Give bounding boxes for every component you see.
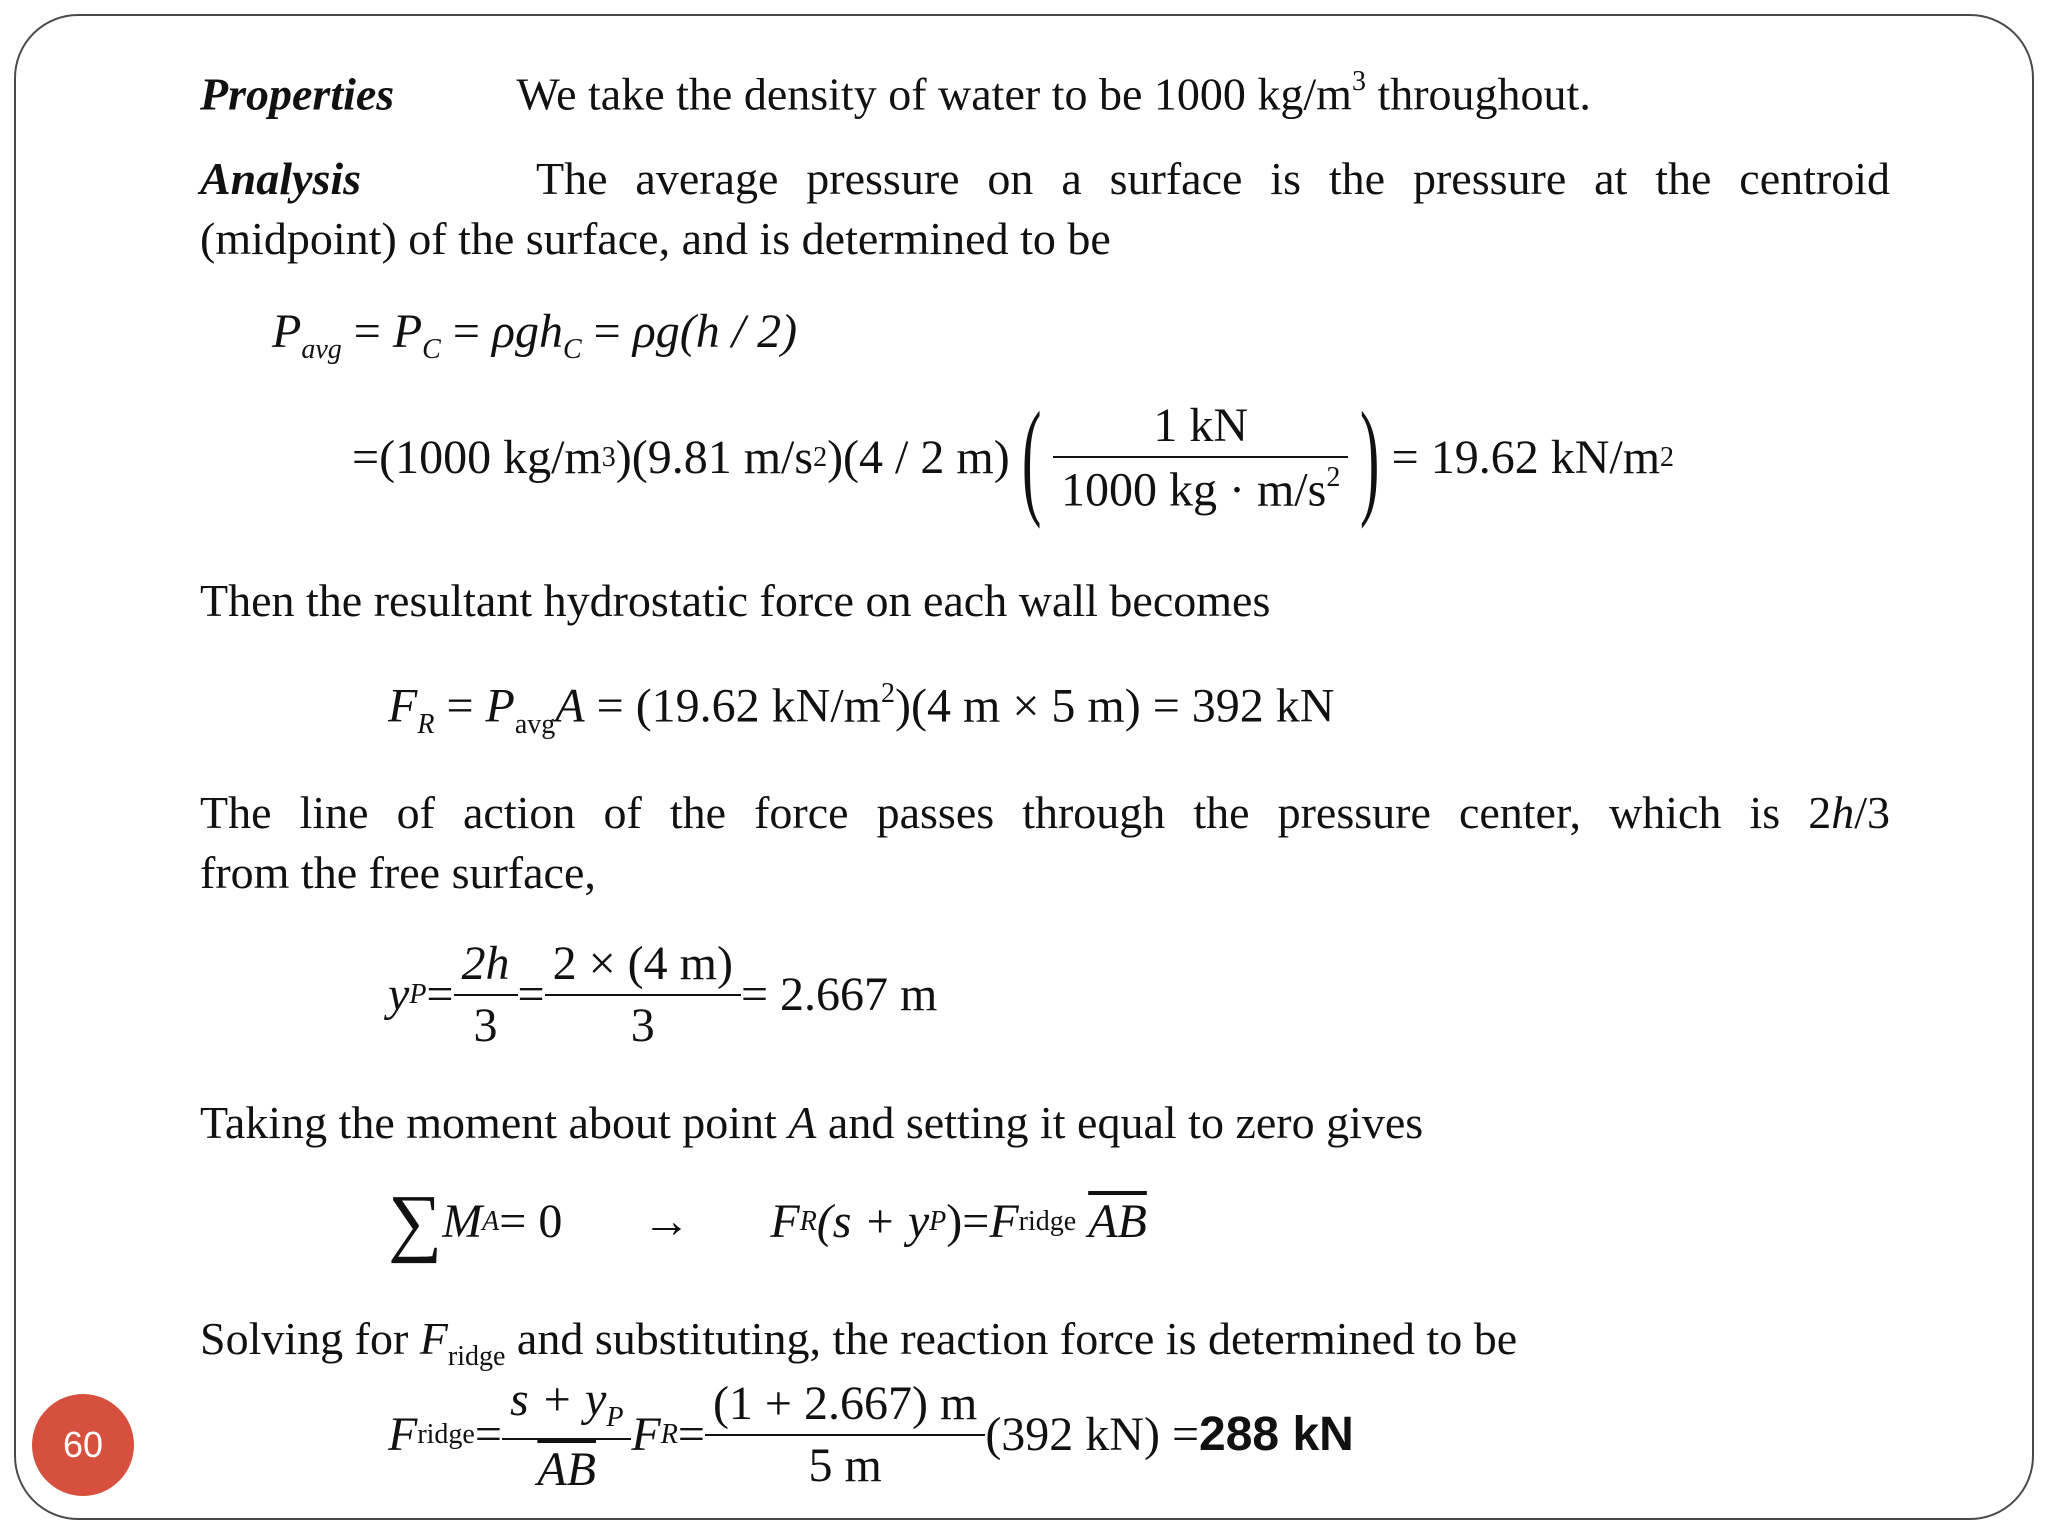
analysis-line2: (midpoint) of the surface, and is determined to be: [200, 213, 1111, 264]
analysis-text1: The average pressure on a surface is the pressure at the centroid: [536, 153, 1890, 204]
properties-line: [200, 68, 1591, 118]
line-of-action-1: The line of action of the force passes through the pressure center, which is 2h/3: [200, 787, 1890, 838]
moment-intro: Taking the moment about point A and setting it equal to zero gives: [200, 1097, 1424, 1148]
slide-number-badge: 60: [32, 1394, 134, 1496]
line-of-action-2: from the free surface,: [200, 847, 596, 898]
analysis-line1: [200, 153, 1890, 204]
properties-text-after: throughout.: [1365, 68, 1591, 120]
resultant-intro: Then the resultant hydrostatic force on each wall becomes: [200, 575, 1271, 626]
properties-exp: 3: [1351, 66, 1366, 97]
equation-average-pressure: $P_{avg} = P_C = \rho gh_C = \rho g(h / 2)$: [272, 305, 798, 366]
equation-pressure-center: y P = $\frac{2h}{3}$ = $\frac{2 \times (4 m)}{3}$ = 2.667 m: [388, 937, 938, 1052]
ridge-force-result: 288 kN: [1199, 1408, 1354, 1461]
equation-ridge-force: F ridge = $\frac{s + y_P}{AB}$ F R = $\frac{(1 + 2.667) m}{5 m}$ (392 kN) = 288 kN: [388, 1372, 1354, 1497]
equation-moment-balance: ∑ M A = 0 → F R (s + y P ) = F ridge $\overline{AB}$: [388, 1180, 1147, 1264]
analysis-label: Analysis: [200, 153, 362, 204]
unit-conversion-fraction: $\frac{1 kN}{1000 kg \cdot m/s^2}$: [1053, 402, 1348, 515]
equation-pressure-value: = (1000 kg/m 3 ) (9.81 m/s 2 ) (4 / 2 m) ( $\frac{1 kN}{1000 kg \cdot m/s^2}$ ) = 19.62 kN/m 2: [352, 386, 1675, 530]
solving-intro: Solving for $F_{ridge}$ and substituting, the reaction force is determined to be: [200, 1313, 1518, 1373]
properties-text: We take the density of water to be 1000 kg/m: [516, 68, 1352, 120]
properties-label: Properties: [200, 68, 395, 120]
equation-resultant-force: $F_R = P_{avg}A = (19.62$ $kN/m^2)(4$ m × 5 m) = 392 kN: [388, 678, 1335, 740]
